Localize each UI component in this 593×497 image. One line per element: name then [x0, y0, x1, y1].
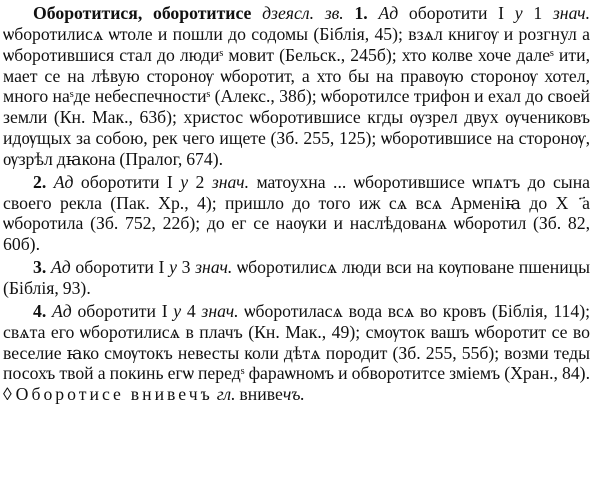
entry-text-run: ѡборотилисѧ ѡтоле и пошли до содомы (Біблія, 45); взѧл книгѹ и розгнул а ѡборотившися стал до людиˢ мовит (Бельск., 245б); хто колве хоче далеˢ ити, мает се на лѣвую сторонѹ ѡборотит, а хто бы на правѹю сторонѹ хотел, много наˢде небеспечностиˢ (Алекс., 38б); ѡборотилсе трифон и ехал до своей земли (Кн. Мак., 63б); христос ѡборотившисе кгды ѹзрел двух ѹчениковъ идѹщых за собою, рек чего ищете (Зб. 255, 125); ѡборотившисе на сторонѹ, ѹзрѣл дꙗкона (Пралог, 674). — [3, 23, 590, 169]
entry-text-run: оборотити І — [71, 300, 174, 321]
entry-text-run: оборотити І — [70, 257, 170, 278]
entry-paragraph-1 — [3, 3, 590, 170]
entry-text-run: 4 — [181, 300, 202, 321]
entry-paragraph-2 — [3, 172, 590, 255]
entry-text-run: Ад — [378, 3, 399, 23]
entry-text-run: Ад — [50, 257, 71, 278]
dictionary-entry — [3, 3, 590, 405]
entry-text-run: матоухна ... ѡборотившисе ѡпѧтъ до сына своего рекла (Пак. Хр., 4); пришло до того иж сѧ всѧ Арменіꙗ до Хⷭ҃а ѡборотила (Зб. 752, 22б); до ег се наѹки и наслѣдованѧ ѡборотил (Зб. 82, 60б). — [3, 171, 591, 255]
entry-text-run: знач. — [552, 3, 591, 23]
entry-text-run: у — [169, 257, 177, 278]
entry-text-run: 2. — [33, 171, 47, 192]
entry-text-run: знач. — [195, 257, 233, 278]
entry-text-run: у — [180, 171, 189, 192]
entry-text-run: знач. — [201, 300, 239, 321]
entry-text-run: ѡборотиласѧ вода всѧ во кровъ (Біблія, 114); свѧта его ѡборотилисѧ в плачъ (Кн. Мак., 49); смѹток вашъ ѡборотит се во веселие ꙗко смѹтокъ невесты коли дѣтѧ породит (Зб. 255, 55б); возми теды посохъ твой а покинь егѡ передˢ фараѡномъ и обворотитсе зміемъ (Хран., 84). ◊ — [3, 300, 591, 405]
entry-text-run: у — [173, 300, 182, 321]
entry-text-run — [344, 3, 355, 23]
entry-text-run: знач. — [211, 171, 250, 192]
entry-text-run: Ад — [51, 300, 72, 321]
entry-text-run: у — [514, 3, 523, 23]
entry-text-run: Оборотитися, оборотитисе — [33, 3, 252, 23]
entry-text-run: 2 — [188, 171, 212, 192]
entry-text-run: вниве — [235, 384, 283, 405]
entry-text-run: оборотити І — [398, 3, 515, 23]
entry-text-run — [368, 3, 379, 23]
entry-text-run: оборотити І — [73, 171, 181, 192]
entry-text-run: Оборотисе внивечъ — [15, 384, 213, 405]
entry-text-run: Ад — [53, 171, 74, 192]
entry-text-run — [46, 172, 53, 192]
entry-text-run — [251, 3, 262, 23]
entry-text-run: 4. — [33, 300, 47, 321]
entry-paragraph-3 — [3, 257, 590, 299]
entry-paragraph-4 — [3, 301, 590, 405]
entry-text-run: 1 — [522, 3, 553, 23]
entry-text-run: гл. — [216, 384, 236, 405]
entry-text-run: дзеясл. зв. — [262, 3, 344, 23]
entry-text-run: ѡборотилисѧ люди вси на кѹповане пшеницы (Біблія, 93). — [3, 257, 591, 298]
entry-text-run: 3 — [176, 257, 196, 278]
entry-text-run: 1. — [354, 3, 368, 23]
entry-text-run: чъ. — [282, 384, 305, 405]
entry-text-run: 3. — [33, 257, 47, 278]
